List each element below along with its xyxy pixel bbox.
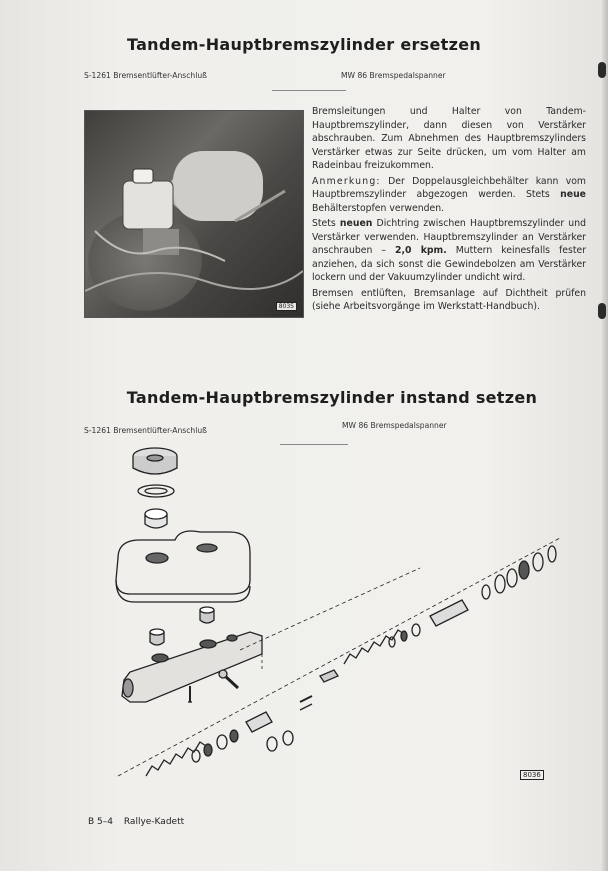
section2-title: Tandem-Hauptbremszylinder instand setzen [126, 388, 538, 407]
p3-text-b: Dichtring zwischen Hauptbremszylinder und Verstärker verwenden. Hauptbremszylinder an Verstärker anschrauben – [312, 218, 586, 256]
paragraph-3 [312, 217, 586, 285]
note-text-b: Behälterstopfen verwenden. [312, 202, 445, 214]
diagram-number-label: 8036 [520, 770, 544, 780]
section1-title: Tandem-Hauptbremszylinder ersetzen [126, 35, 482, 54]
section1-tool-left: S-1261 Bremsentlüfter-Anschluß [84, 71, 207, 80]
p3-bold-1: neuen [339, 218, 373, 229]
book-title: Rallye-Kadett [123, 817, 185, 827]
section2-tool-right: MW 86 Bremspedalspanner [342, 421, 447, 430]
photo-number-label: 8035 [276, 302, 297, 311]
note-bold: neue [560, 189, 586, 200]
punch-hole [598, 62, 606, 78]
paragraph-2 [312, 175, 586, 216]
exploded-view-diagram [0, 440, 608, 820]
paragraph-4: Bremsen entlüften, Bremsanlage auf Dichtheit prüfen (siehe Arbeitsvorgänge im Werkstatt-Handbuch). [312, 287, 586, 312]
brake-cylinder-photo [84, 110, 304, 318]
p3-text-c: Muttern keinesfalls fester anziehen, da sich sonst die Gewindebolzen am Verstärker lockern und der Vakuumzylinder undicht wird. [312, 245, 587, 283]
page-number: B 5–4 [88, 817, 113, 827]
section1-tool-right: MW 86 Bremspedalspanner [341, 71, 446, 80]
section1-divider [272, 90, 346, 91]
note-text-a: Der Doppelausgleichbehälter kann vom Hauptbremszylinder abgezogen werden. Stets [312, 175, 586, 200]
section1-body [312, 105, 586, 316]
page-footer [88, 817, 192, 827]
punch-hole [598, 303, 606, 319]
note-label: Anmerkung: [312, 175, 381, 187]
photo-illustration [85, 111, 303, 317]
paragraph-1: Bremsleitungen und Halter von Tandem-Hauptbremszylinder, dann diesen von Verstärker abschrauben. Zum Abnehmen des Hauptbremszylinders Verstärker etwas zur Seite drücken, um vom Halter am Radeinbau freizukommen. [312, 106, 586, 171]
section2-tool-left: S-1261 Bremsentlüfter-Anschluß [84, 426, 207, 435]
p3-text-a: Stets [312, 218, 340, 229]
p3-bold-2: 2,0 kpm. [394, 245, 447, 256]
